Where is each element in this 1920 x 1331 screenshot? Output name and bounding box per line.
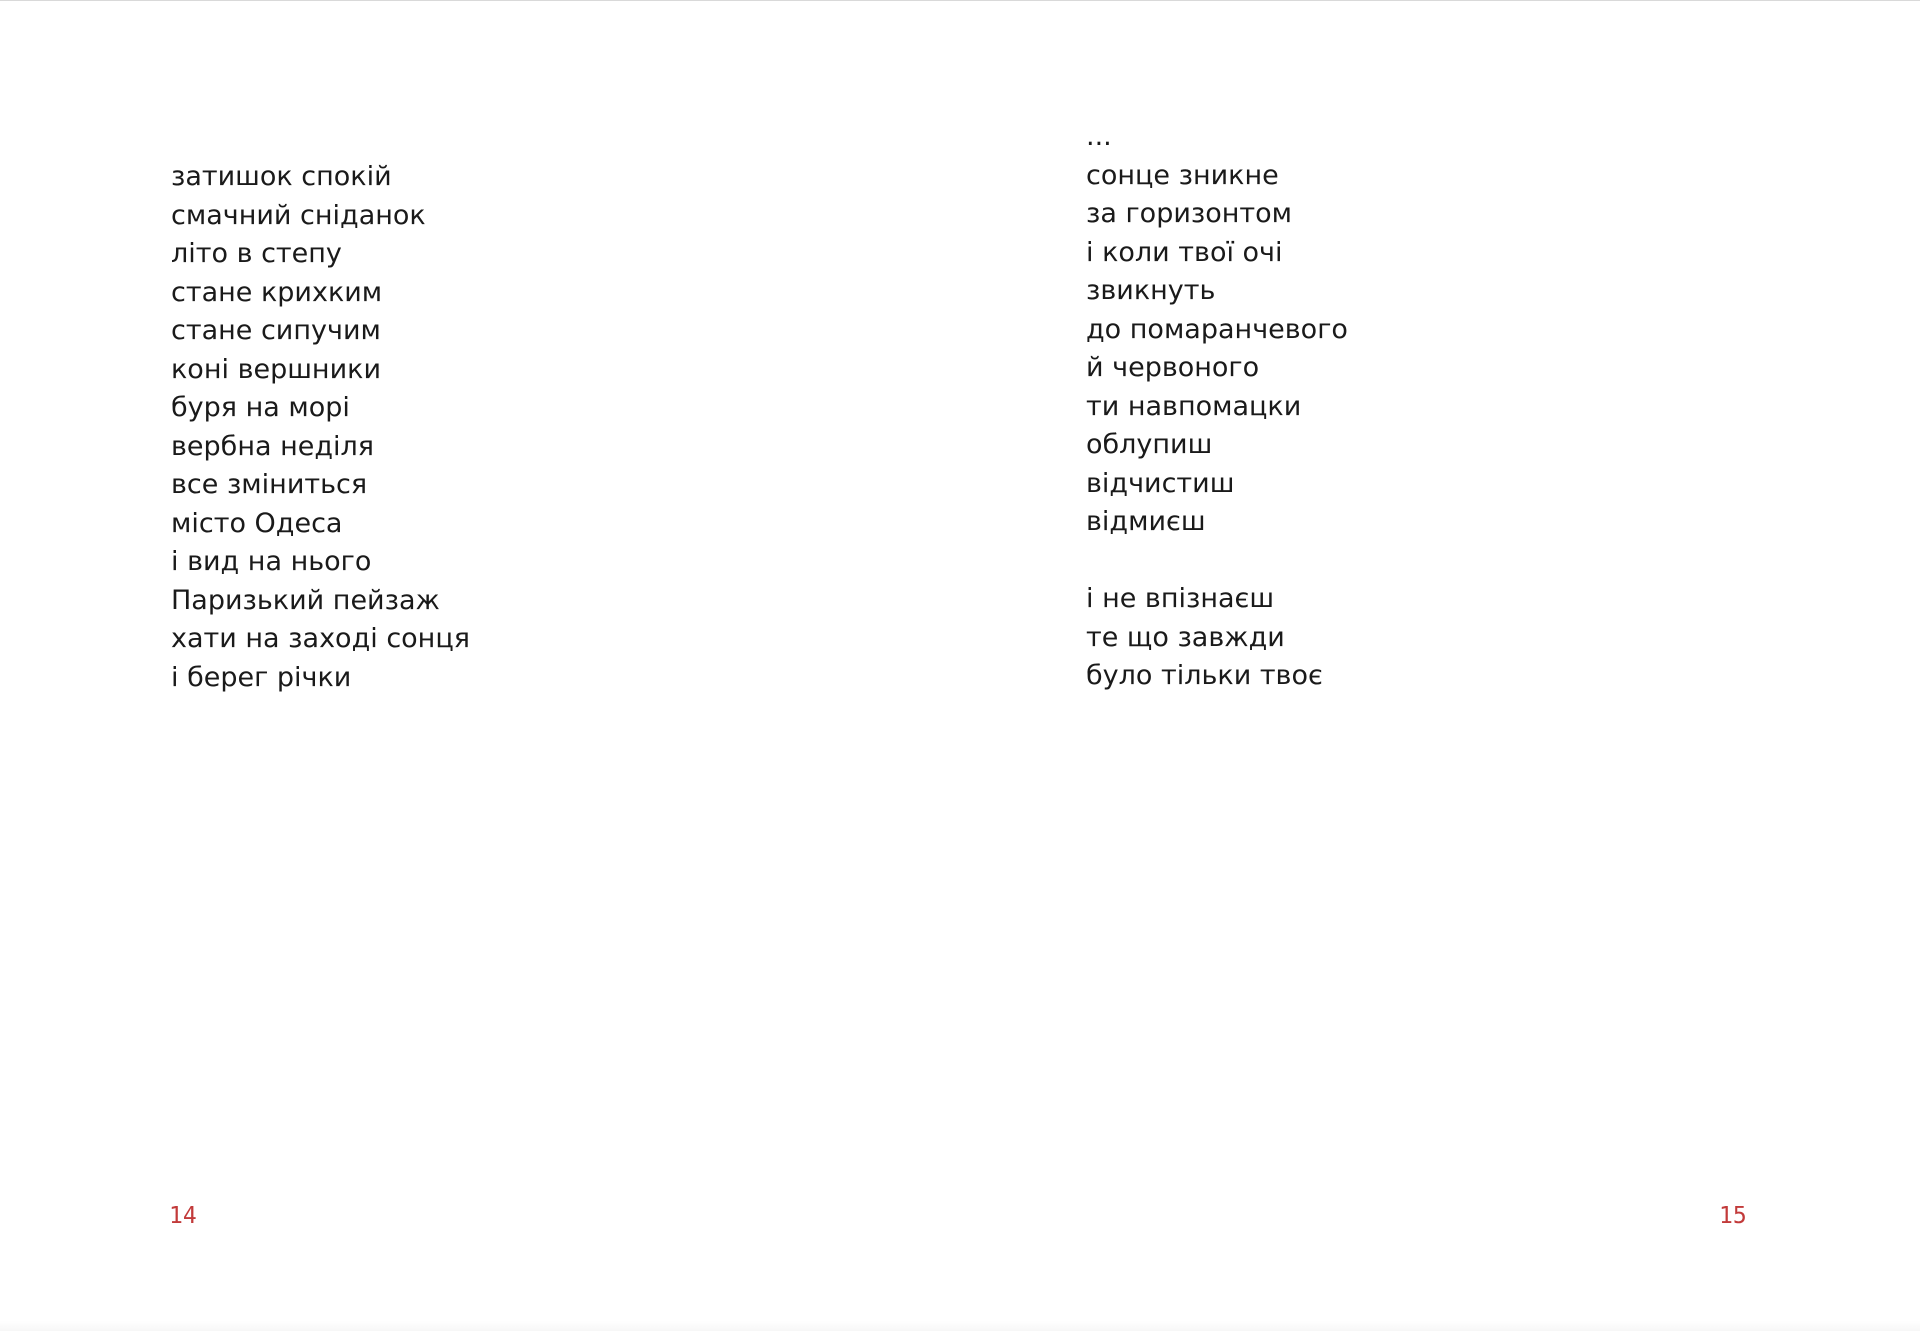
- poem-line: стане крихким: [171, 276, 383, 308]
- stanza-break: [1086, 542, 1348, 581]
- right-page-poem: [1086, 118, 1348, 696]
- poem-line: і коли твої очі: [1086, 236, 1283, 268]
- poem-line: стане сипучим: [171, 315, 381, 346]
- page-bottom-edge: [0, 1321, 1920, 1331]
- top-divider: [0, 0, 1920, 1]
- poem-line: відмиєш: [1086, 506, 1206, 537]
- poem-line: ти навпомацки: [1086, 390, 1302, 422]
- left-page-poem: [171, 158, 470, 697]
- poem-line: відчистиш: [1086, 467, 1235, 499]
- poem-line: звикнуть: [1086, 275, 1216, 306]
- poem-line: Паризький пейзаж: [171, 584, 440, 616]
- poem-line: ...: [1086, 121, 1112, 152]
- poem-line: коні вершники: [171, 353, 381, 385]
- poem-line: те що завжди: [1086, 621, 1285, 653]
- poem-line: сонце зникне: [1086, 159, 1279, 191]
- poem-line: і не впізнаєш: [1086, 583, 1275, 614]
- poem-line: літо в степу: [171, 238, 342, 269]
- poem-line: затишок спокій: [171, 161, 392, 192]
- poem-line: буря на морі: [171, 392, 350, 423]
- poem-line: до помаранчевого: [1086, 313, 1348, 345]
- page-number-right: 15: [1719, 1203, 1747, 1229]
- poem-line: місто Одеса: [171, 507, 343, 539]
- poem-line: хати на заході сонця: [171, 623, 470, 654]
- poem-line: і вид на нього: [171, 546, 372, 577]
- poem-line: смачний сніданок: [171, 199, 426, 231]
- poem-line: облупиш: [1086, 429, 1213, 460]
- poem-line: і берег річки: [171, 661, 352, 693]
- poem-line: було тільки твоє: [1086, 660, 1323, 691]
- poem-line: й червоного: [1086, 352, 1260, 383]
- poem-line: все зміниться: [171, 469, 368, 500]
- page-number-left: 14: [169, 1203, 197, 1229]
- poem-line: вербна неділя: [171, 430, 375, 462]
- poem-line: за горизонтом: [1086, 198, 1293, 229]
